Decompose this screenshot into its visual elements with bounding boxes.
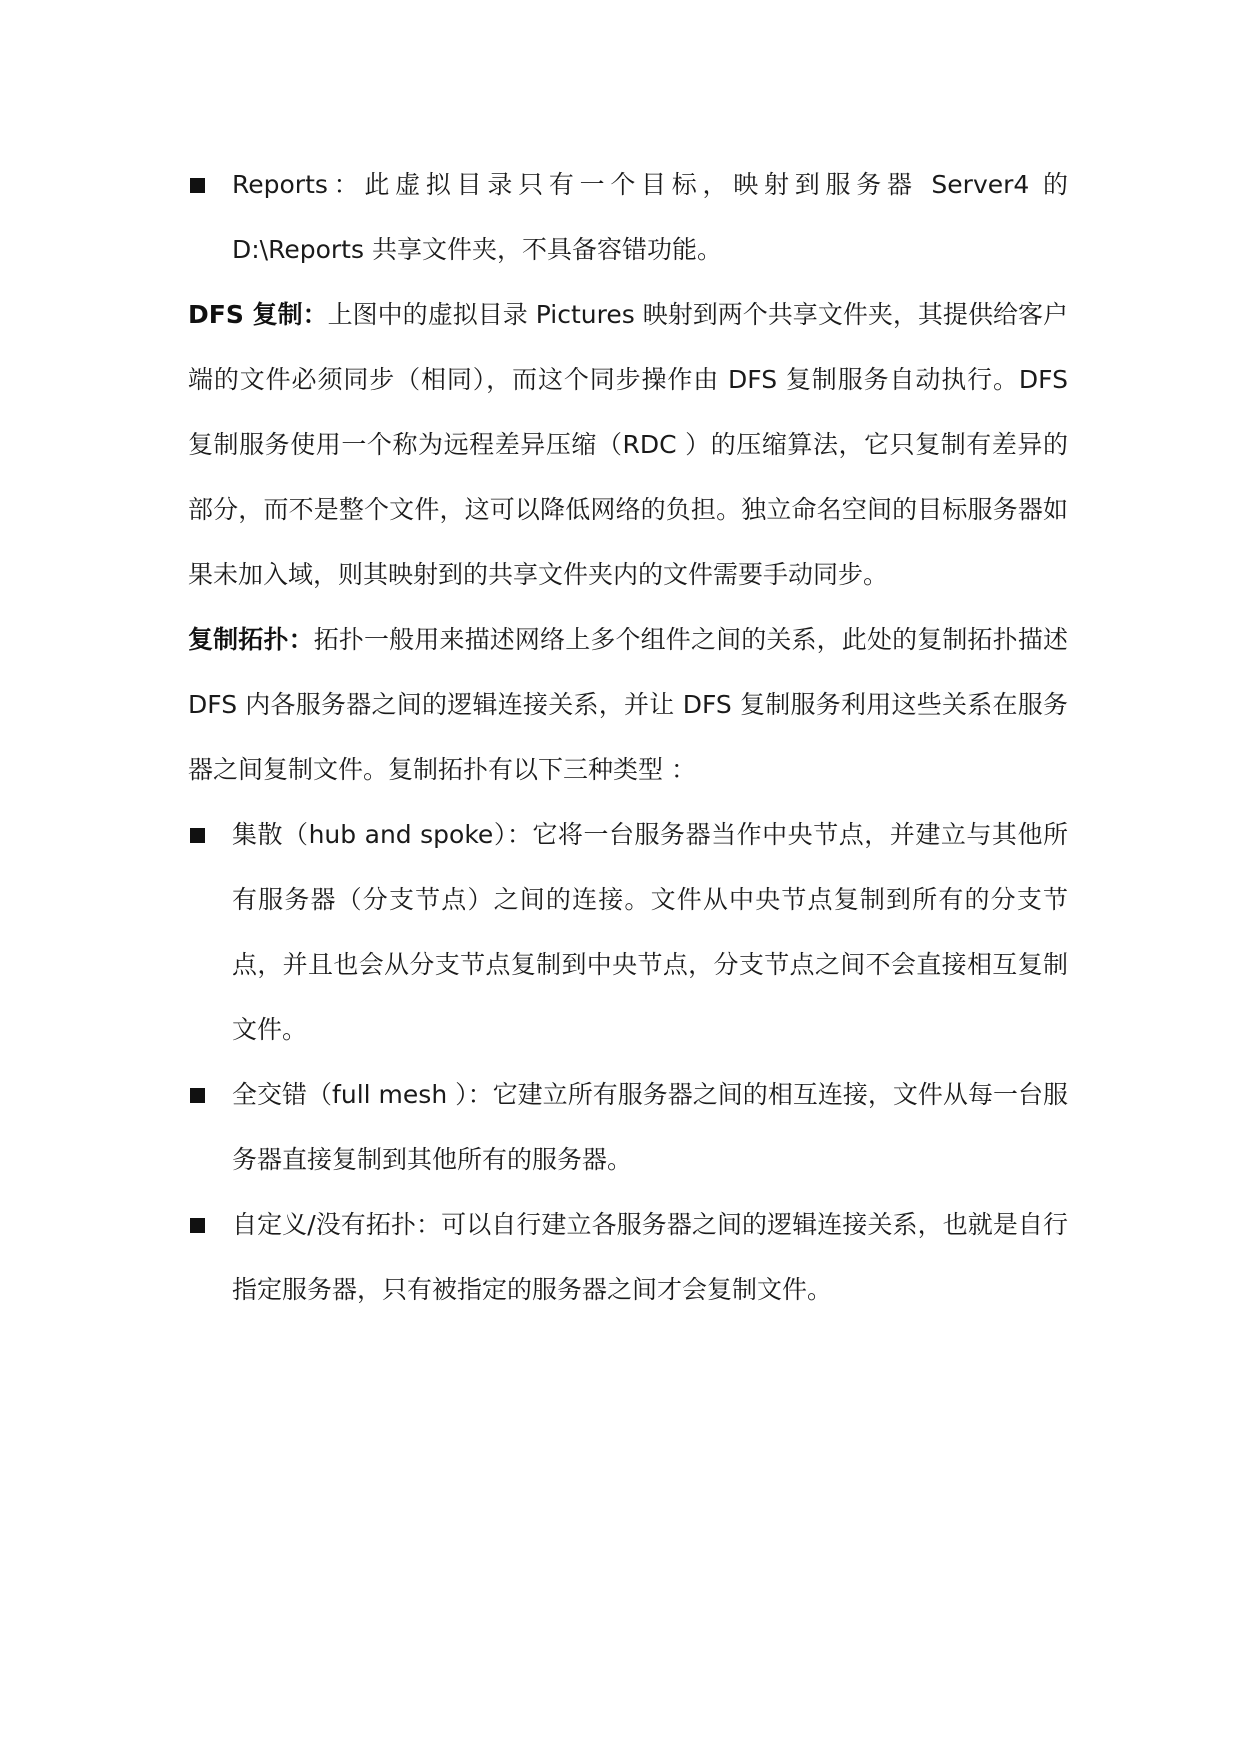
square-bullet-icon [190, 1218, 205, 1233]
paragraph-text: 拓扑一般用来描述网络上多个组件之间的关系，此处的复制拓扑描述 DFS 内各服务器之间的逻辑连接关系，并让 DFS 复制服务利用这些关系在服务器之间复制文件。复制拓扑有以下三种类型 ： [188, 625, 1068, 784]
square-bullet-icon [190, 1088, 205, 1103]
bullet-item-custom-topology [188, 1192, 1068, 1322]
bullet-item-full-mesh [188, 1062, 1068, 1192]
paragraph-lead: 复制拓扑： [188, 625, 314, 654]
square-bullet-icon [190, 828, 205, 843]
bullet-text: 全交错（full mesh ）：它建立所有服务器之间的相互连接，文件从每一台服务器直接复制到其他所有的服务器。 [232, 1080, 1068, 1174]
paragraph-dfs-replication [188, 282, 1068, 607]
paragraph-text: 上图中的虚拟目录 Pictures 映射到两个共享文件夹，其提供给客户端的文件必须同步（相同），而这个同步操作由 DFS 复制服务自动执行。DFS 复制服务使用一个称为远程差异压缩（RDC ）的压缩算法，它只复制有差异的部分，而不是整个文件，这可以降低网络的负担。独立命名空间的目标服务器如果未加入域，则其映射到的共享文件夹内的文件需要手动同步。 [188, 300, 1068, 589]
bullet-item-reports [188, 152, 1068, 282]
paragraph-lead: DFS 复制： [188, 300, 328, 329]
square-bullet-icon [190, 178, 205, 193]
bullet-text: Reports：此虚拟目录只有一个目标，映射到服务器 Server4 的 D:\Reports 共享文件夹，不具备容错功能。 [232, 170, 1068, 264]
bullet-text: 自定义/没有拓扑：可以自行建立各服务器之间的逻辑连接关系，也就是自行指定服务器，只有被指定的服务器之间才会复制文件。 [232, 1210, 1068, 1304]
document-body [188, 152, 1068, 1322]
bullet-text: 集散（hub and spoke）：它将一台服务器当作中央节点，并建立与其他所有服务器（分支节点）之间的连接。文件从中央节点复制到所有的分支节点，并且也会从分支节点复制到中央节点，分支节点之间不会直接相互复制文件。 [232, 820, 1068, 1044]
bullet-item-hub-and-spoke [188, 802, 1068, 1062]
paragraph-replication-topology [188, 607, 1068, 802]
